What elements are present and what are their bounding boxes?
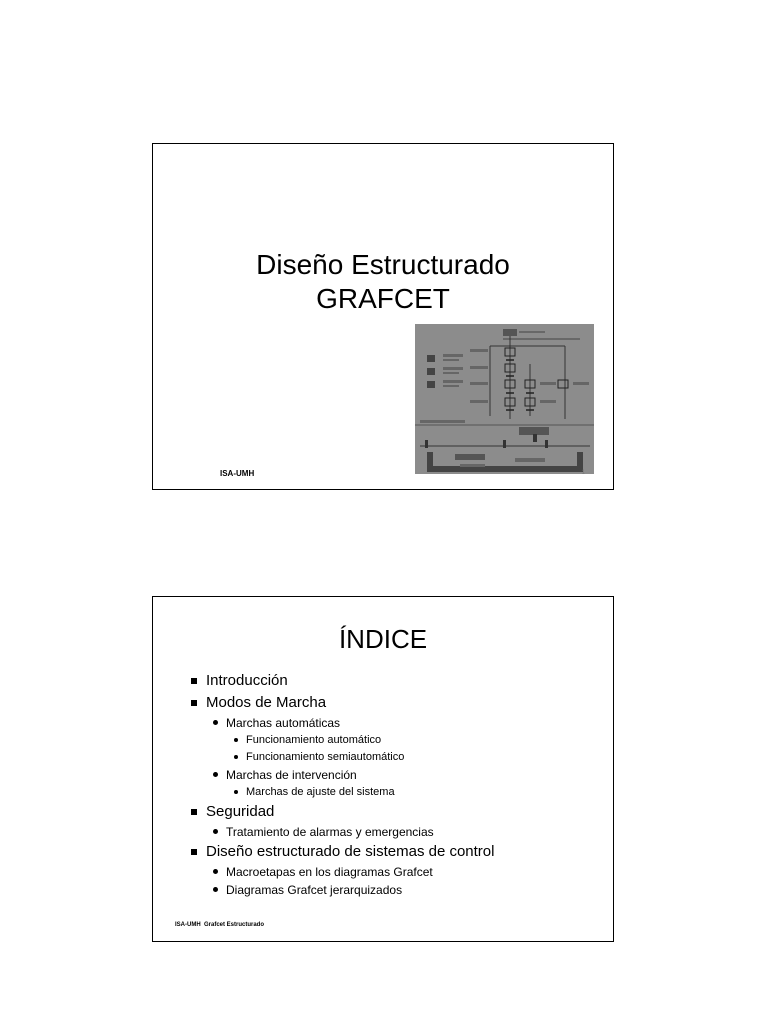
toc-subitem-macroetapas: Macroetapas en los diagramas Grafcet bbox=[189, 863, 603, 881]
toc-item-seguridad: Seguridad bbox=[189, 801, 603, 823]
title-line-1: Diseño Estructurado bbox=[256, 249, 510, 280]
title-line-2: GRAFCET bbox=[316, 283, 450, 314]
slide-title bbox=[153, 248, 613, 316]
toc-subitem-diagramas-jerarquizados: Diagramas Grafcet jerarquizados bbox=[189, 881, 603, 899]
toc-subitem-tratamiento-alarmas: Tratamiento de alarmas y emergencias bbox=[189, 823, 603, 841]
toc-subsubitem-funcionamiento-semiautomatico: Funcionamiento semiautomático bbox=[189, 749, 603, 766]
toc-subsubitem-marchas-de-ajuste: Marchas de ajuste del sistema bbox=[189, 784, 603, 801]
toc-subsubitem-funcionamiento-automatico: Funcionamiento automático bbox=[189, 732, 603, 749]
title-slide bbox=[152, 143, 614, 490]
toc-item-diseno-estructurado: Diseño estructurado de sistemas de control bbox=[189, 841, 603, 863]
toc-subitem-marchas-de-intervencion: Marchas de intervención bbox=[189, 766, 603, 784]
toc-item-modos-de-marcha: Modos de Marcha bbox=[189, 692, 603, 714]
slide-footer: ISA-UMH Grafcet Estructurado bbox=[175, 922, 265, 928]
toc-subitem-marchas-automaticas: Marchas automáticas bbox=[189, 714, 603, 732]
page-number: 1 bbox=[581, 470, 585, 476]
index-slide bbox=[152, 596, 614, 942]
toc-item-introduccion: Introducción bbox=[189, 670, 603, 692]
slide-footer: ISA-UMH bbox=[220, 469, 255, 478]
table-of-contents bbox=[189, 670, 603, 899]
grafcet-diagram-image bbox=[415, 324, 594, 474]
slide-title: ÍNDICE bbox=[338, 624, 428, 654]
